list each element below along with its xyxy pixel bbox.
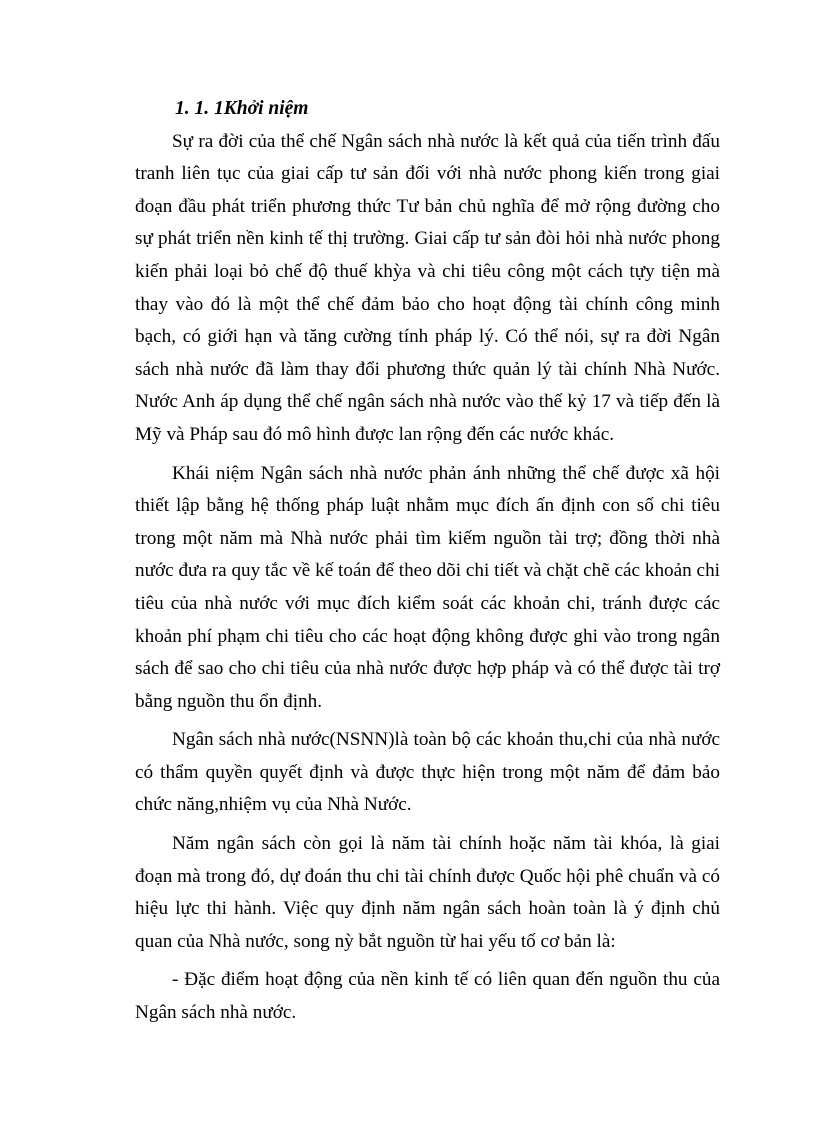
- paragraph-list-item: - Đặc điểm hoạt động của nền kinh tế có liên quan đến nguồn thu của Ngân sách nhà nước.: [135, 969, 720, 1024]
- document-page: [135, 93, 720, 1036]
- paragraph-fiscal-year: Năm ngân sách còn gọi là năm tài chính hoặc năm tài khóa, là giai đoạn mà trong đó, dự đoán thu chi tài chính được Quốc hội phê chuẩn và có hiệu lực thi hành. Việc quy định năm ngân sách hoàn toàn là ý định chủ quan của Nhà nước, song nỳ bắt nguồn từ hai yếu tố cơ bản là:: [135, 833, 720, 952]
- section-heading: 1. 1. 1Khởi niệm: [175, 98, 309, 119]
- paragraph-definition: Ngân sách nhà nước(NSNN)là toàn bộ các khoản thu,chi của nhà nước có thẩm quyền quyết định và được thực hiện trong một năm để đảm bảo chức năng,nhiệm vụ của Nhà Nước.: [135, 729, 720, 816]
- paragraph-concept: Khái niệm Ngân sách nhà nước phản ánh những thể chế được xã hội thiết lập bằng hệ thống pháp luật nhằm mục đích ấn định con số chi tiêu trong một năm mà Nhà nước phải tìm kiếm nguồn tài trợ; đồng thời nhà nước đưa ra quy tắc về kế toán để theo dõi chi tiết và chặt chẽ các khoản chi tiêu của nhà nước với mục đích kiểm soát các khoản chi, tránh được các khoản phí phạm chi tiêu cho các hoạt động không được ghi vào trong ngân sách để sao cho chi tiêu của nhà nước được hợp pháp và có thể được tài trợ bằng nguồn thu ổn định.: [135, 462, 721, 712]
- paragraph-origin: Sự ra đời của thể chế Ngân sách nhà nước là kết quả của tiến trình đấu tranh liên tục của giai cấp tư sản đối với nhà nước phong kiến trong giai đoạn đầu phát triển phương thức Tư bản chủ nghĩa để mở rộng đường cho sự phát triển nền kinh tế thị trường. Giai cấp tư sản đòi hỏi nhà nước phong kiến phải loại bỏ chế độ thuế khỳa và chi tiêu công một cách tựy tiện mà thay vào đó là một thể chế đảm bảo cho hoạt động tài chính công minh bạch, có giới hạn và tăng cường tính pháp lý. Có thể nói, sự ra đời Ngân sách nhà nước đã làm thay đổi phương thức quản lý tài chính Nhà Nước. Nước Anh áp dụng thể chế ngân sách nhà nước vào thế kỷ 17 và tiếp đến là Mỹ và Pháp sau đó mô hình được lan rộng đến các nước khác.: [135, 130, 720, 445]
